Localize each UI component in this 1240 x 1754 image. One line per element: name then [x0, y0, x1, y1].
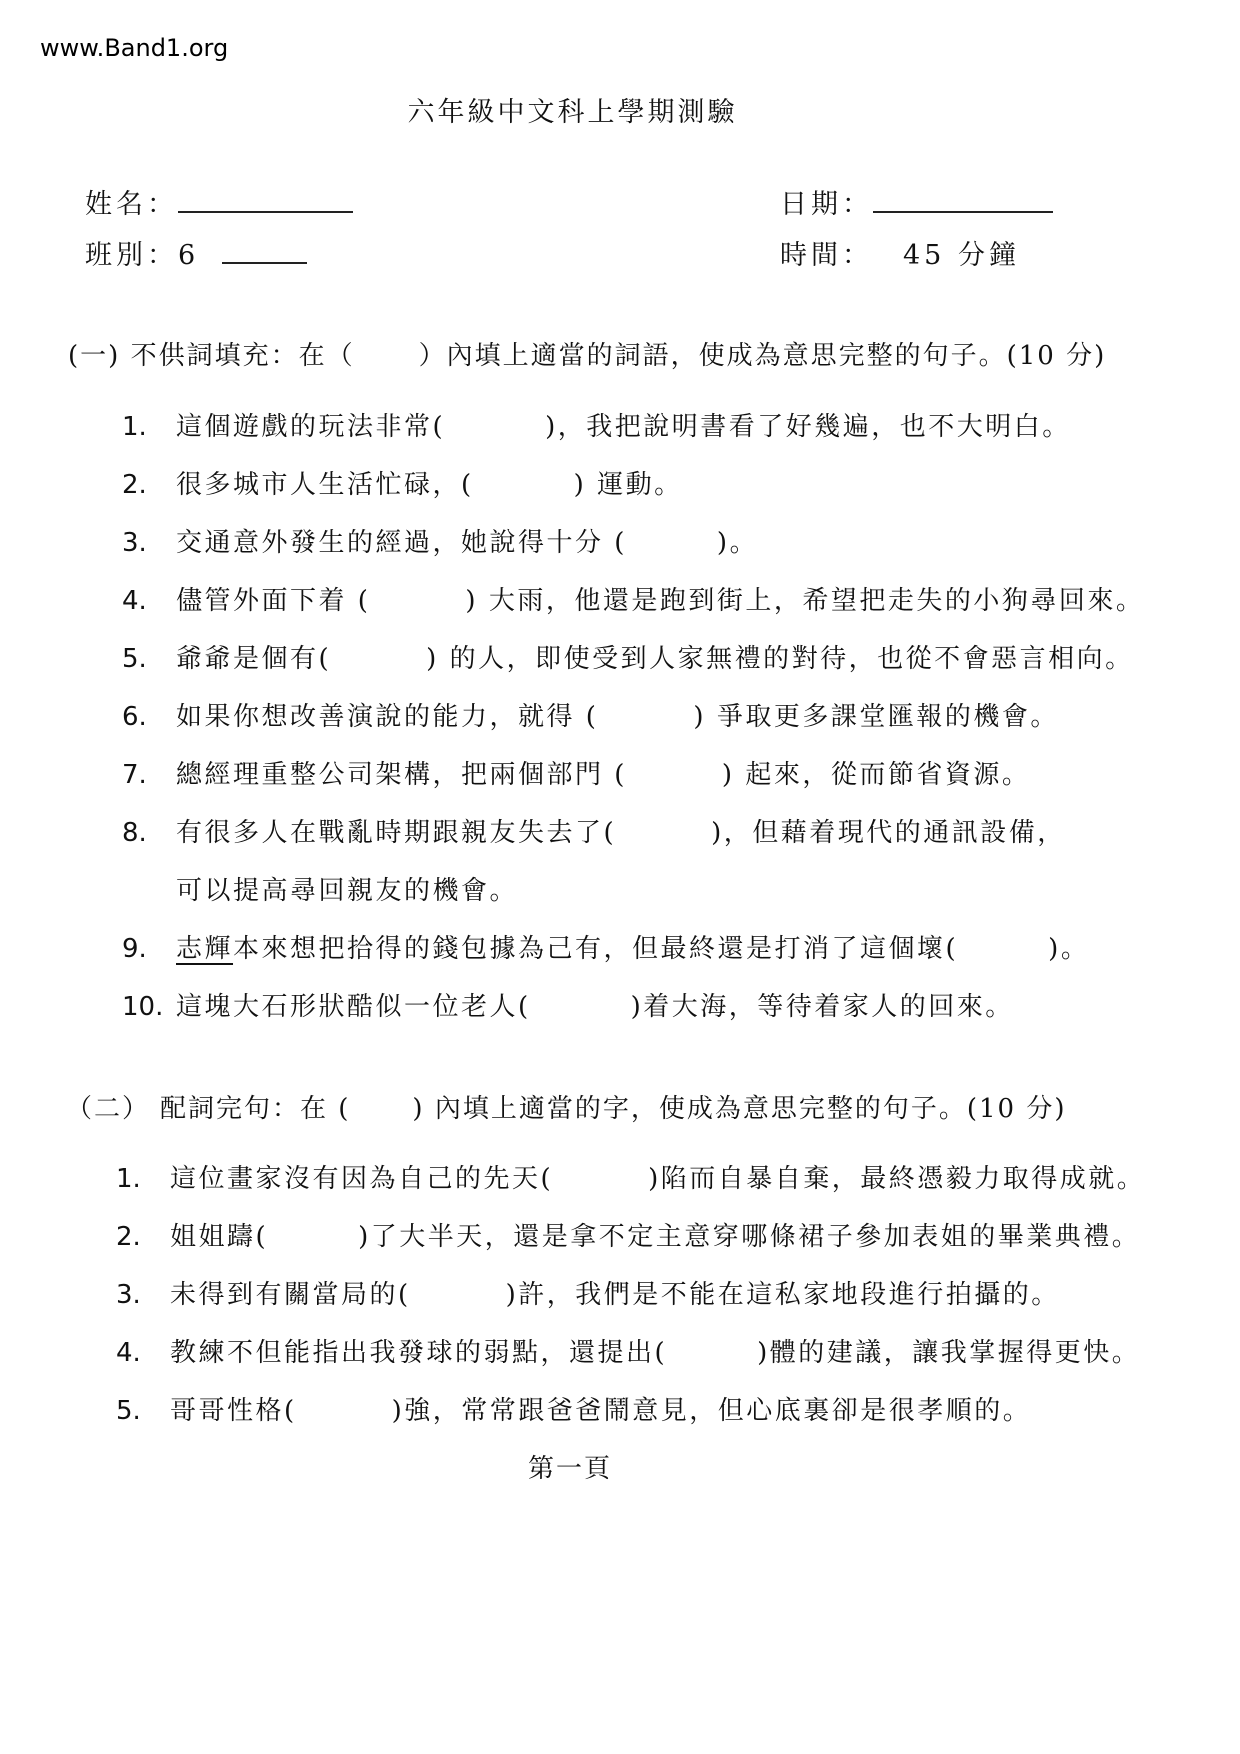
- section1-number: (一): [68, 341, 121, 371]
- question-text: )，我把說明書看了好幾遍，也不大明白。: [545, 412, 1071, 442]
- question-text: )，但藉着現代的通訊設備，: [711, 818, 1066, 848]
- class-field: [85, 233, 307, 272]
- s2-question-2: [116, 1216, 1140, 1253]
- s2-question-5: [116, 1390, 1031, 1427]
- question-text: 這個遊戲的玩法非常(: [176, 412, 446, 442]
- question-text: 儘管外面下着 (: [176, 586, 371, 616]
- question-text: 如果你想改善演說的能力，就得 (: [176, 702, 599, 732]
- question-text: 本來想把拾得的錢包據為己有，但最終還是打消了這個壞(: [233, 934, 959, 964]
- question-text: 姐姐躊(: [170, 1222, 269, 1252]
- s1-question-8-continued: 可以提高尋回親友的機會。: [176, 876, 519, 906]
- question-number: 3.: [116, 1280, 141, 1310]
- page-title: 六年級中文科上學期測驗: [407, 97, 738, 128]
- question-text: 很多城市人生活忙碌，(: [176, 470, 474, 500]
- s1-question-4: [122, 580, 1144, 617]
- date-blank[interactable]: [873, 207, 1053, 213]
- question-number: 3.: [122, 528, 147, 558]
- question-number: 2.: [116, 1222, 141, 1252]
- s1-question-10: [122, 986, 1014, 1023]
- question-text: 這位畫家沒有因為自己的先天(: [170, 1164, 554, 1194]
- s2-question-3: [116, 1274, 1060, 1311]
- question-number: 4.: [122, 586, 147, 616]
- question-text: ) 爭取更多課堂匯報的機會。: [693, 702, 1059, 732]
- section1-heading-after: ）內填上適當的詞語，使成為意思完整的句子。(10 分): [418, 341, 1107, 371]
- question-text: 有很多人在戰亂時期跟親友失去了(: [176, 818, 617, 848]
- question-text: 教練不但能指出我發球的弱點，還提出(: [170, 1338, 668, 1368]
- date-label: 日期：: [780, 189, 873, 220]
- question-text: ) 起來，從而節省資源。: [721, 760, 1031, 790]
- section2-heading-after: ) 內填上適當的字，使成為意思完整的句子。(10 分): [412, 1094, 1067, 1124]
- name-field: [85, 182, 353, 221]
- s1-question-6: [122, 696, 1059, 733]
- time-label: 時間：: [780, 240, 873, 271]
- section2-number: （二）: [66, 1094, 151, 1124]
- question-text: 哥哥性格(: [170, 1396, 297, 1426]
- s2-question-4: [116, 1332, 1140, 1369]
- question-number: 7.: [122, 760, 147, 790]
- question-text: ) 運動。: [573, 470, 683, 500]
- question-text: )許，我們是不能在這私家地段進行拍攝的。: [505, 1280, 1060, 1310]
- name-label: 姓名：: [85, 189, 178, 220]
- class-blank[interactable]: [222, 258, 307, 264]
- question-text: ) 的人，即使受到人家無禮的對待，也從不會惡言相向。: [426, 644, 1134, 674]
- s1-question-7: [122, 754, 1030, 791]
- s1-question-9: [122, 928, 1089, 965]
- class-label: 班別：: [85, 240, 178, 271]
- question-text: )。: [716, 528, 759, 558]
- question-text: 總經理重整公司架構，把兩個部門 (: [176, 760, 627, 790]
- s2-question-1: [116, 1158, 1145, 1195]
- class-value: 6: [178, 240, 200, 271]
- question-number: 5.: [116, 1396, 141, 1426]
- question-number: 2.: [122, 470, 147, 500]
- question-text: )。: [1048, 934, 1090, 964]
- question-text: )強，常常跟爸爸鬧意見，但心底裏卻是很孝順的。: [391, 1396, 1032, 1426]
- section2-heading-before: 配詞完句：在 (: [160, 1094, 351, 1124]
- question-text: )了大半天，還是拿不定主意穿哪條裙子參加表姐的畢業典禮。: [358, 1222, 1141, 1252]
- s1-question-8: [122, 812, 1066, 849]
- page-number: 第一頁: [527, 1454, 612, 1484]
- date-field: [780, 182, 1053, 221]
- section1-heading-before: 不供詞填充：在（: [130, 341, 355, 371]
- proper-name: 志輝: [176, 934, 234, 964]
- question-text: )着大海，等待着家人的回來。: [630, 992, 1014, 1022]
- question-text: )體的建議，讓我掌握得更快。: [757, 1338, 1141, 1368]
- question-number: 4.: [116, 1338, 141, 1368]
- question-text: ) 大雨，他還是跑到街上，希望把走失的小狗尋回來。: [465, 586, 1145, 616]
- name-blank[interactable]: [178, 207, 353, 213]
- s1-question-1: [122, 406, 1071, 443]
- question-text: 未得到有關當局的(: [170, 1280, 411, 1310]
- question-text: 這塊大石形狀酷似一位老人(: [176, 992, 531, 1022]
- question-number: 5.: [122, 644, 147, 674]
- section2-heading: [66, 1088, 1066, 1125]
- s1-question-3: [122, 522, 758, 559]
- question-number: 8.: [122, 818, 147, 848]
- question-number: 10.: [122, 992, 164, 1022]
- section1-heading: [68, 335, 1106, 372]
- question-text: 爺爺是個有(: [176, 644, 332, 674]
- time-field: [780, 233, 1020, 272]
- watermark: www.Band1.org: [40, 34, 229, 62]
- question-number: 1.: [116, 1164, 141, 1194]
- s1-question-5: [122, 638, 1134, 675]
- question-number: 6.: [122, 702, 147, 732]
- question-number: 9.: [122, 934, 147, 964]
- question-text: )陷而自暴自棄，最終憑毅力取得成就。: [648, 1164, 1146, 1194]
- s1-question-2: [122, 464, 683, 501]
- question-number: 1.: [122, 412, 147, 442]
- question-text: 交通意外發生的經過，她說得十分 (: [176, 528, 627, 558]
- time-value: 45 分鐘: [903, 240, 1020, 271]
